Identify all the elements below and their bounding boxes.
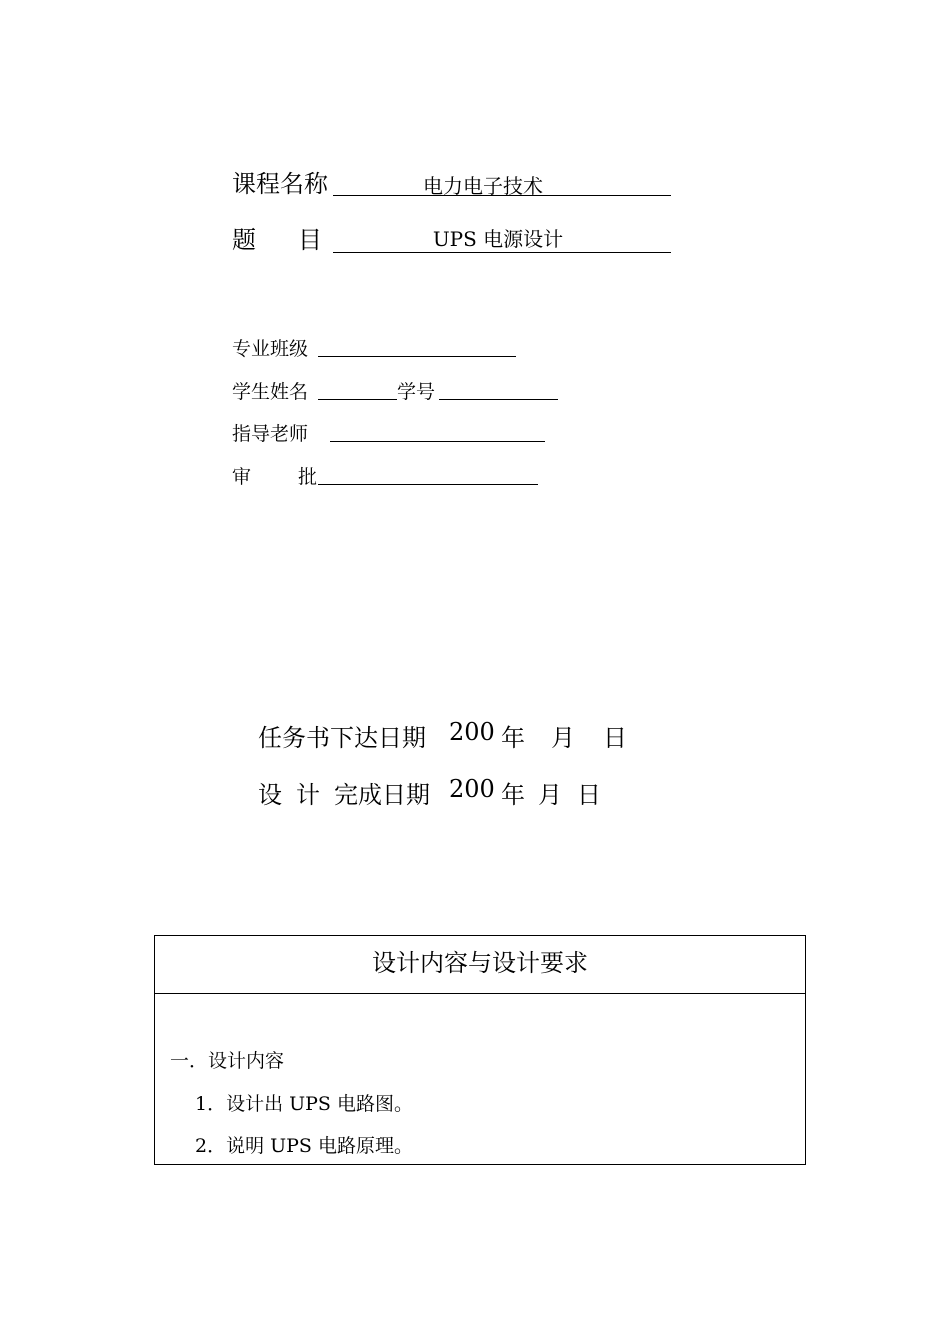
approve-label-char2: 批 — [298, 466, 318, 488]
issue-year-unit: 年 — [501, 724, 525, 752]
design-char2: 计 — [296, 781, 320, 809]
topic-label-char2: 目 — [298, 226, 322, 254]
advisor-underline — [330, 419, 545, 442]
student-name-label: 学生姓名 — [232, 381, 309, 403]
class-underline — [318, 334, 516, 357]
issue-month-unit: 月 — [551, 724, 575, 752]
complete-month-unit: 月 — [538, 781, 562, 809]
list-item: 1．设计出 UPS 电路图。 — [195, 1093, 413, 1115]
complete-date-label: 完成日期 — [334, 781, 430, 809]
student-id-underline — [439, 377, 558, 400]
course-label: 课程名称 — [232, 170, 328, 198]
issue-date-label: 任务书下达日期 — [258, 724, 426, 752]
complete-day-unit: 日 — [577, 781, 601, 809]
design-requirements-table — [154, 935, 806, 1165]
approve-underline — [318, 462, 538, 485]
class-label: 专业班级 — [232, 338, 309, 360]
complete-year-unit: 年 — [501, 781, 525, 809]
issue-day-unit: 日 — [603, 724, 627, 752]
advisor-label: 指导老师 — [232, 423, 309, 445]
student-name-underline — [318, 377, 397, 400]
list-item: 2．说明 UPS 电路原理。 — [195, 1135, 413, 1157]
topic-label-char1: 题 — [232, 226, 256, 254]
issue-year: 200 — [449, 718, 495, 746]
approve-label-char1: 审 — [232, 466, 252, 488]
section-title: 一．设计内容 — [170, 1050, 285, 1072]
course-value: 电力电子技术 — [423, 174, 543, 198]
design-char1: 设 — [258, 781, 282, 809]
complete-year: 200 — [449, 775, 495, 803]
topic-value: UPS 电源设计 — [432, 227, 564, 251]
table-header: 设计内容与设计要求 — [155, 936, 805, 994]
student-id-label: 学号 — [397, 381, 436, 403]
